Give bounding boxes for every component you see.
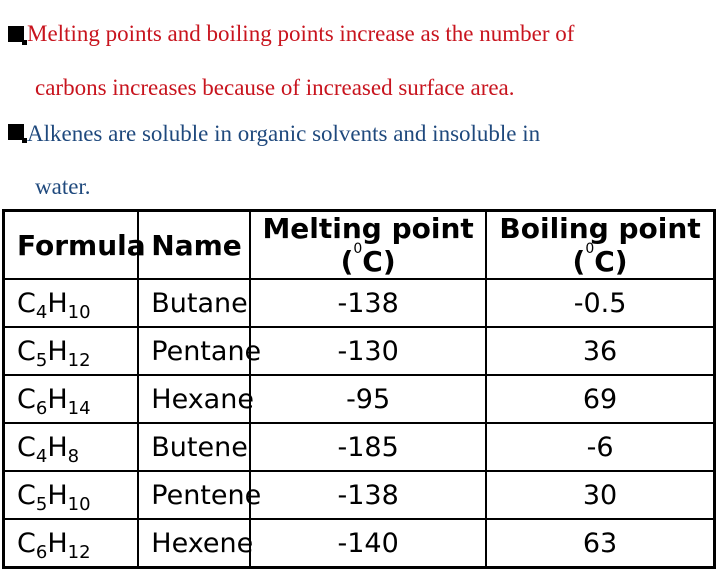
formula-cell	[4, 423, 139, 471]
degree-superscript: 0	[353, 240, 363, 257]
formula-c-subscript: 6	[35, 541, 48, 563]
melting-point-cell: -185	[250, 423, 486, 471]
boiling-point-cell: 30	[486, 471, 714, 519]
boiling-point-cell: -0.5	[486, 279, 714, 327]
header-name: Name	[138, 211, 250, 280]
formula-h: H	[47, 527, 68, 559]
hydrocarbon-table	[2, 209, 716, 569]
formula-c-subscript: 4	[35, 445, 48, 467]
name-cell: Hexane	[138, 375, 250, 423]
formula-h-subscript: 10	[67, 301, 91, 323]
table-row	[4, 519, 715, 568]
melting-point-cell: -140	[250, 519, 486, 568]
melting-point-cell: -138	[250, 279, 486, 327]
boiling-point-cell: -6	[486, 423, 714, 471]
header-boiling-label: Boiling point (	[499, 212, 701, 278]
table-row	[4, 375, 715, 423]
formula-cell	[4, 327, 139, 375]
formula-h: H	[47, 335, 68, 367]
formula-c-subscript: 5	[35, 493, 48, 515]
melting-point-cell: -138	[250, 471, 486, 519]
formula-h: H	[47, 287, 68, 319]
formula-cell	[4, 279, 139, 327]
formula-c-subscript: 6	[35, 397, 48, 419]
bullet-square-icon	[8, 26, 24, 42]
table-header-row	[4, 211, 715, 280]
formula-c-subscript: 5	[35, 349, 48, 371]
formula-c: C	[17, 431, 36, 463]
header-unit: C)	[362, 245, 396, 278]
formula-cell	[4, 519, 139, 568]
header-melting-label: Melting point (	[262, 212, 474, 278]
hydrocarbon-table-container	[2, 209, 716, 563]
formula-c: C	[17, 287, 36, 319]
header-unit: C)	[594, 245, 628, 278]
bullet-2-line-1: Alkenes are soluble in organic solvents and insoluble in	[27, 121, 541, 146]
formula-c: C	[17, 479, 36, 511]
bullet-2-line-2: water.	[35, 174, 91, 199]
name-cell: Hexene	[138, 519, 250, 568]
formula-c: C	[17, 383, 36, 415]
header-formula: Formula	[4, 211, 139, 280]
formula-c-subscript: 4	[35, 301, 48, 323]
formula-c: C	[17, 335, 36, 367]
name-cell: Pentane	[138, 327, 250, 375]
table-row	[4, 423, 715, 471]
boiling-point-cell: 69	[486, 375, 714, 423]
formula-h: H	[47, 431, 68, 463]
formula-h: H	[47, 383, 68, 415]
formula-h-subscript: 10	[67, 493, 91, 515]
degree-superscript: 0	[585, 240, 595, 257]
bullet-1-line-1: Melting points and boiling points increase as the number of	[27, 21, 575, 46]
header-melting-point	[250, 211, 486, 280]
melting-point-cell: -95	[250, 375, 486, 423]
table-row	[4, 279, 715, 327]
name-cell: Pentene	[138, 471, 250, 519]
formula-h: H	[47, 479, 68, 511]
bullet-square-icon	[8, 124, 24, 140]
formula-cell	[4, 375, 139, 423]
formula-cell	[4, 471, 139, 519]
table-row	[4, 471, 715, 519]
name-cell: Butene	[138, 423, 250, 471]
name-cell: Butane	[138, 279, 250, 327]
bullet-list	[0, 0, 720, 208]
bullet-1-line-2: carbons increases because of increased surface area.	[35, 75, 515, 100]
formula-c: C	[17, 527, 36, 559]
table-row	[4, 327, 715, 375]
boiling-point-cell: 36	[486, 327, 714, 375]
boiling-point-cell: 63	[486, 519, 714, 568]
formula-h-subscript: 8	[67, 445, 80, 467]
formula-h-subscript: 12	[67, 349, 91, 371]
melting-point-cell: -130	[250, 327, 486, 375]
header-boiling-point	[486, 211, 714, 280]
formula-h-subscript: 14	[67, 397, 91, 419]
formula-h-subscript: 12	[67, 541, 91, 563]
